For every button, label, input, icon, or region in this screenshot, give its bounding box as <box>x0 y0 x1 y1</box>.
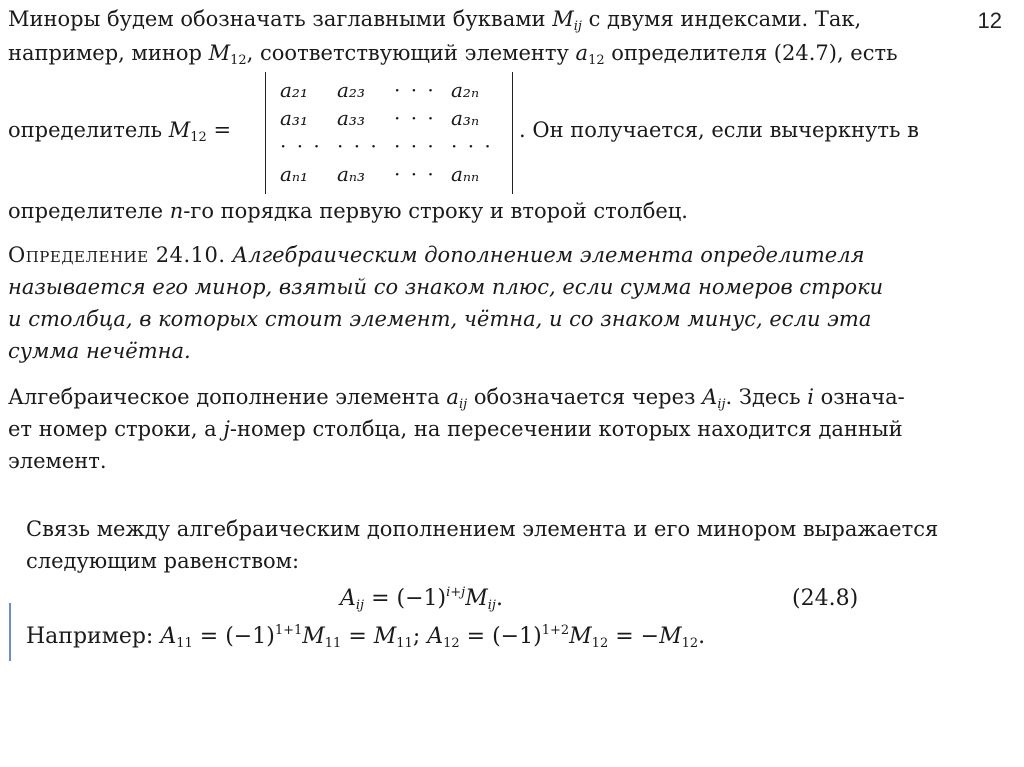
math-sub: ij <box>717 397 726 412</box>
math-var: M <box>168 118 191 142</box>
text: . Здесь <box>725 385 808 409</box>
determinant-matrix <box>265 72 513 194</box>
para1-line2 <box>8 38 898 69</box>
definition-line1 <box>8 240 865 271</box>
det-line-prefix <box>8 115 231 146</box>
matrix-row <box>280 132 508 160</box>
math-var: M <box>659 624 682 649</box>
math-var: M <box>465 586 488 611</box>
definition-label: Определение 24.10. <box>8 243 226 267</box>
text: ет номер строки, а <box>8 417 224 441</box>
text: = (−1) <box>192 624 275 649</box>
text: определителя (24.7), есть <box>604 41 898 65</box>
math-sub: 12 <box>588 53 605 68</box>
matrix-row <box>280 160 508 188</box>
math-sup: 1+1 <box>274 623 303 638</box>
matrix-cell: aₙ₃ <box>337 162 366 186</box>
math-var: a <box>446 385 459 409</box>
text: Алгебраическое дополнение элемента <box>8 385 447 409</box>
formula-number: (24.8) <box>792 586 859 611</box>
text: , соответствующий элементу <box>246 41 576 65</box>
math-var: i <box>807 385 814 409</box>
text: Миноры будем обозначать заглавными буквами <box>8 7 553 31</box>
page-number: 12 <box>977 8 1002 33</box>
math-sub: ij <box>458 397 468 412</box>
example-label: Например: <box>26 624 161 649</box>
math-sub: ij <box>487 598 496 613</box>
matrix-cell: · · · <box>280 134 322 158</box>
matrix-cell: aₙ₁ <box>280 162 309 186</box>
text: = (−1) <box>364 586 447 611</box>
math-var: M <box>373 624 397 649</box>
matrix-cell: · · · <box>394 106 436 130</box>
text: обозначается через <box>467 385 703 409</box>
formula-24-8 <box>340 586 503 611</box>
math-var: M <box>302 624 325 649</box>
matrix-cell: a₂₃ <box>337 78 365 102</box>
para2-line2 <box>8 414 903 445</box>
math-sub: 12 <box>190 130 207 145</box>
math-sup: i+j <box>446 585 466 600</box>
text: -го порядка первую строку и второй столбец. <box>183 199 688 223</box>
math-sub: 12 <box>443 636 460 651</box>
math-var: M <box>552 7 574 31</box>
matrix-cell: · · · <box>451 134 493 158</box>
definition-line4: сумма нечётна. <box>8 339 191 363</box>
math-var: j <box>223 417 230 441</box>
matrix-cell: · · · <box>394 162 436 186</box>
text: = − <box>608 624 660 649</box>
text: = (−1) <box>459 624 542 649</box>
equals-sign: = <box>206 118 232 142</box>
text: с двумя индексами. Так, <box>581 7 862 31</box>
para2-line1 <box>8 382 905 413</box>
math-var: a <box>575 41 589 65</box>
text: -номер столбца, на пересечении которых находится данный <box>229 417 903 441</box>
math-sub: ij <box>573 19 582 34</box>
para3-line1: Связь между алгебраическим дополнением элемента и его минором выражается <box>26 517 939 541</box>
det-line-suffix: . Он получается, если вычеркнуть в <box>519 118 919 142</box>
matrix-cell: · · · <box>394 134 436 158</box>
text: определитель <box>8 118 169 142</box>
math-var: n <box>169 199 184 223</box>
matrix-cell: · · · <box>394 78 436 102</box>
definition-line3: и столбца, в которых стоит элемент, чётна, и со знаком минус, если эта <box>8 307 872 331</box>
text: означа- <box>813 385 905 409</box>
matrix-cell: aₙₙ <box>451 162 480 186</box>
para1-line1 <box>8 4 861 35</box>
text: ; <box>412 624 428 649</box>
math-sub: 12 <box>230 53 247 68</box>
math-var: A <box>427 624 444 649</box>
text: . <box>495 586 503 611</box>
para1-end <box>8 196 688 227</box>
text: . <box>698 624 706 649</box>
para2-line3: элемент. <box>8 449 107 473</box>
matrix-cell: a₃₁ <box>280 106 308 130</box>
math-sub: 12 <box>681 636 699 651</box>
math-var: A <box>702 385 718 409</box>
math-sub: 11 <box>324 636 342 651</box>
math-sub: 11 <box>176 636 193 651</box>
math-sub: 12 <box>591 636 609 651</box>
definition-text: Алгебраическим дополнением элемента определителя <box>225 243 865 267</box>
math-var: A <box>340 586 356 611</box>
math-sub: ij <box>355 598 365 613</box>
matrix-row <box>280 104 508 132</box>
math-var: M <box>569 624 592 649</box>
math-sup: 1+2 <box>541 623 570 638</box>
definition-line2: называется его минор, взятый со знаком плюс, если сумма номеров строки <box>8 275 884 299</box>
matrix-table <box>280 76 508 188</box>
math-sub: 11 <box>396 636 413 651</box>
left-accent-bar <box>9 603 11 661</box>
matrix-cell: a₃₃ <box>337 106 365 130</box>
matrix-row <box>280 76 508 104</box>
text: например, минор <box>8 41 209 65</box>
matrix-cell: · · · <box>337 134 379 158</box>
para3-line2: следующим равенством: <box>26 549 300 573</box>
math-var: M <box>208 41 231 65</box>
matrix-cell: a₃ₙ <box>451 106 480 130</box>
example-line <box>26 624 705 649</box>
text: = <box>341 624 374 649</box>
math-var: A <box>160 624 177 649</box>
matrix-cell: a₂₁ <box>280 78 308 102</box>
matrix-cell: a₂ₙ <box>451 78 480 102</box>
text: определителе <box>8 199 170 223</box>
